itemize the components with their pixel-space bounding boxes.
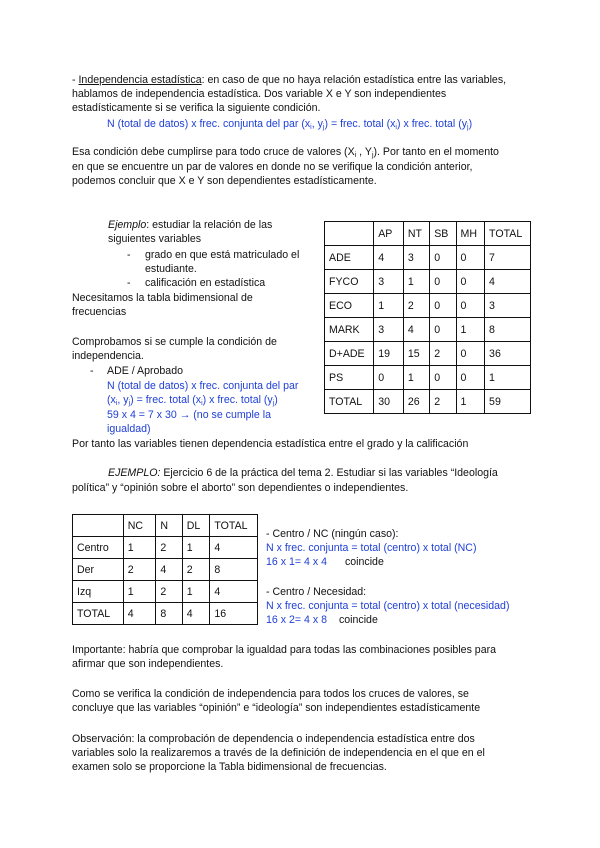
table-header-cell: DL <box>182 515 210 537</box>
table-row <box>325 294 531 318</box>
need-table-line-1: Necesitamos la tabla bidimensional de <box>72 292 253 304</box>
table-header-cell <box>73 515 124 537</box>
table-cell: FYCO <box>325 270 374 294</box>
table-cell: ECO <box>325 294 374 318</box>
table-cell: ADE <box>325 246 374 270</box>
table-cell: 0 <box>456 246 485 270</box>
table-cell: 2 <box>123 559 156 581</box>
table-cell: TOTAL <box>325 390 374 414</box>
table-cell: 16 <box>210 603 258 625</box>
example2-line-2: política” y “opinión sobre el aborto” son dependientes o independientes. <box>72 482 409 494</box>
table-cell: 1 <box>182 581 210 603</box>
paragraph2-line-3: podemos concluir que X e Y son dependientes estadísticamente. <box>72 175 377 187</box>
table-cell: 1 <box>403 366 429 390</box>
table-cell: MARK <box>325 318 374 342</box>
table-cell: 2 <box>430 342 456 366</box>
table-row <box>325 390 531 414</box>
table-cell: 4 <box>374 246 404 270</box>
table-row <box>325 318 531 342</box>
table-header-cell: TOTAL <box>210 515 258 537</box>
table-header-cell: N <box>156 515 182 537</box>
table-header-cell: NC <box>123 515 156 537</box>
table-row <box>325 366 531 390</box>
bullet-2: calificación en estadística <box>145 277 266 289</box>
table-cell: 1 <box>123 537 156 559</box>
table-cell: 3 <box>374 318 404 342</box>
table-cell: 3 <box>485 294 531 318</box>
observation-line-1: Observación: la comprobación de dependencia o independencia estadística entre dos <box>72 733 475 745</box>
table-row <box>73 603 258 625</box>
example1-intro-line-1: Ejemplo: estudiar la relación de las <box>108 219 273 231</box>
table-cell: 4 <box>182 603 210 625</box>
table-cell: 36 <box>485 342 531 366</box>
table-cell: TOTAL <box>73 603 124 625</box>
paragraph2-line-1: Esa condición debe cumplirse para todo cruce de valores ($X_i$ , $Y_j$). Por tanto en el momento <box>72 146 499 159</box>
important-line-2: afirmar que son independientes. <box>72 658 224 670</box>
table-cell: PS <box>325 366 374 390</box>
table-cell: 30 <box>374 390 404 414</box>
check-centro-nc-formula: N x frec. conjunta = total (centro) x total (NC) <box>266 542 477 554</box>
observation-line-3: examen solo se proporcione la Tabla bidimensional de frecuencias. <box>72 761 387 773</box>
table-cell: 1 <box>403 270 429 294</box>
table-cell: 0 <box>430 318 456 342</box>
table-row <box>325 270 531 294</box>
bullet-dash-1: - <box>127 249 131 261</box>
check-centro-nc-title: - Centro / NC (ningún caso): <box>266 528 399 540</box>
table-cell: 8 <box>156 603 182 625</box>
check-line-1: Comprobamos si se cumple la condición de <box>72 336 277 348</box>
table-row <box>73 559 258 581</box>
table-cell: 4 <box>403 318 429 342</box>
table-cell: 2 <box>430 390 456 414</box>
table-cell: 0 <box>430 366 456 390</box>
table-cell: 1 <box>374 294 404 318</box>
table-cell: 1 <box>456 390 485 414</box>
example1-intro-line-2: siguientes variables <box>108 233 202 245</box>
bullet-dash-2: - <box>127 277 131 289</box>
table-cell: 19 <box>374 342 404 366</box>
table-header-cell: SB <box>430 222 456 246</box>
table-cell: 0 <box>456 270 485 294</box>
case-dash: - <box>90 365 94 377</box>
table-cell: Centro <box>73 537 124 559</box>
table-cell: Der <box>73 559 124 581</box>
table-cell: 7 <box>485 246 531 270</box>
case-label: ADE / Aprobado <box>107 365 183 377</box>
table-cell: Izq <box>73 581 124 603</box>
table-header-cell: TOTAL <box>485 222 531 246</box>
need-table-line-2: frecuencias <box>72 306 127 318</box>
table-cell: 4 <box>210 581 258 603</box>
table-cell: 1 <box>485 366 531 390</box>
observation-line-2: variables solo la realizaremos a través de la definición de independencia en el que en el <box>72 747 485 759</box>
table-cell: 3 <box>374 270 404 294</box>
table-cell: 0 <box>456 366 485 390</box>
bullet-1-line-1: grado en que está matriculado el <box>145 249 300 261</box>
table-cell: 3 <box>403 246 429 270</box>
table-cell: 8 <box>210 559 258 581</box>
table-cell: 0 <box>374 366 404 390</box>
table-cell: 2 <box>403 294 429 318</box>
table-cell: 0 <box>430 270 456 294</box>
table-cell: 2 <box>156 581 182 603</box>
case-formula-line-3: 59 x 4 = 7 x 30 → (no se cumple la <box>107 409 271 421</box>
frequency-table-ideologia-opinion <box>72 514 258 625</box>
table-row <box>73 581 258 603</box>
table-row <box>73 537 258 559</box>
table-cell: 59 <box>485 390 531 414</box>
definition-line-2: hablamos de independencia estadística. Dos variable X e Y son independientes <box>72 88 447 100</box>
example1-conclusion: Por tanto las variables tienen dependencia estadística entre el grado y la calificación <box>72 438 469 450</box>
table-cell: 8 <box>485 318 531 342</box>
table-header-cell <box>325 222 374 246</box>
table-header-row <box>73 515 258 537</box>
table-cell: 26 <box>403 390 429 414</box>
independence-formula: N (total de datos) x frec. conjunta del par ($x_i$, $y_j$) = frec. total $(x_i)$ x frec. total $(y_j)$ <box>107 118 473 131</box>
table-cell: 1 <box>182 537 210 559</box>
case-formula-line-1: N (total de datos) x frec. conjunta del par <box>107 380 299 392</box>
term-independencia: Independencia estadística <box>78 74 202 86</box>
table-cell: 4 <box>156 559 182 581</box>
table-cell: 0 <box>456 294 485 318</box>
frequency-table-grado-calificacion <box>324 221 531 414</box>
bullet-1-line-2: estudiante. <box>145 263 197 275</box>
important-line-1: Importante: habría que comprobar la igualdad para todas las combinaciones posibles para <box>72 644 497 656</box>
case-formula-line-4: igualdad) <box>107 423 151 435</box>
check-line-2: independencia. <box>72 350 144 362</box>
check-centro-necesidad-title: - Centro / Necesidad: <box>266 586 367 598</box>
conclusion-line-2: concluye que las variables “opinión” e “ideología” son independientes estadísticamente <box>72 702 481 714</box>
case-formula-line-2: ($x_i$, $y_j$) = frec. total $(x_i)$ x frec. total $(y_j)$ <box>107 394 278 407</box>
table-cell: D+ADE <box>325 342 374 366</box>
table-cell: 2 <box>182 559 210 581</box>
table-cell: 4 <box>123 603 156 625</box>
table-cell: 0 <box>430 246 456 270</box>
table-cell: 4 <box>485 270 531 294</box>
definition-line-1: - Independencia estadística: en caso de que no haya relación estadística entre las variables, <box>72 74 507 86</box>
table-row <box>325 246 531 270</box>
table-header-cell: NT <box>403 222 429 246</box>
table-row <box>325 342 531 366</box>
table-cell: 2 <box>156 537 182 559</box>
conclusion-line-1: Como se verifica la condición de independencia para todos los cruces de valores, se <box>72 688 469 700</box>
table-header-row <box>325 222 531 246</box>
definition-line-3: estadísticamente si se verifica la siguiente condición. <box>72 102 321 114</box>
check-centro-necesidad-formula: N x frec. conjunta = total (centro) x total (necesidad) <box>266 600 510 612</box>
table-cell: 1 <box>456 318 485 342</box>
example2-line-1: EJEMPLO: Ejercicio 6 de la práctica del tema 2. Estudiar si las variables “Ideología <box>108 467 498 479</box>
table-cell: 15 <box>403 342 429 366</box>
check-centro-necesidad-calc: 16 x 2= 4 x 8 coincide <box>266 614 378 626</box>
table-header-cell: AP <box>374 222 404 246</box>
table-cell: 1 <box>123 581 156 603</box>
paragraph2-line-2: en que se encuentre un par de valores en donde no se verifique la condición anterior, <box>72 161 473 173</box>
table-cell: 0 <box>430 294 456 318</box>
table-cell: 0 <box>456 342 485 366</box>
table-cell: 4 <box>210 537 258 559</box>
table-header-cell: MH <box>456 222 485 246</box>
check-centro-nc-calc: 16 x 1= 4 x 4 coincide <box>266 556 384 568</box>
